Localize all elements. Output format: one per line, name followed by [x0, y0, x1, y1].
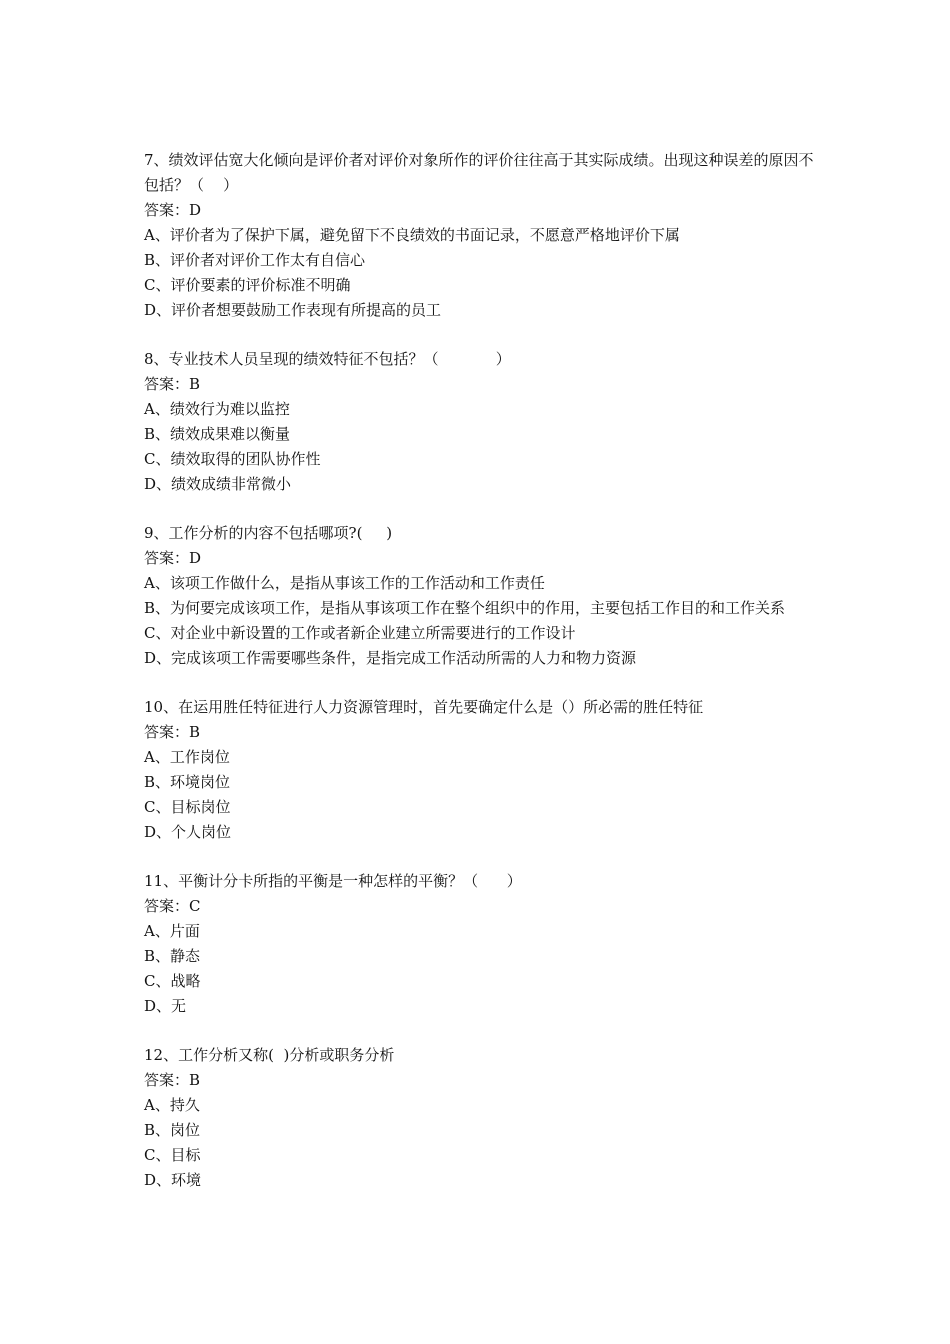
option-b: B、评价者对评价工作太有自信心 — [144, 251, 366, 269]
answer-line: 答案：D — [144, 549, 202, 567]
answer-line: 答案：B — [144, 375, 201, 393]
option-c: C、评价要素的评价标准不明确 — [144, 276, 351, 294]
option-c: C、战略 — [144, 972, 201, 990]
option-d: D、评价者想要鼓励工作表现有所提高的员工 — [144, 301, 442, 319]
option-c: C、目标岗位 — [144, 798, 231, 816]
question-stem: 9、工作分析的内容不包括哪项?( ) — [144, 524, 393, 542]
option-d: D、环境 — [144, 1171, 202, 1189]
question-7 — [144, 148, 816, 323]
question-9 — [144, 521, 816, 671]
option-c: C、对企业中新设置的工作或者新企业建立所需要进行的工作设计 — [144, 624, 576, 642]
question-8 — [144, 347, 816, 497]
question-stem: 8、专业技术人员呈现的绩效特征不包括？（ ） — [144, 350, 511, 368]
option-d: D、绩效成绩非常微小 — [144, 475, 292, 493]
answer-line: 答案：C — [144, 897, 201, 915]
option-d: D、无 — [144, 997, 187, 1015]
answer-line: 答案：D — [144, 201, 202, 219]
question-11 — [144, 869, 816, 1019]
question-stem: 7、绩效评估宽大化倾向是评价者对评价对象所作的评价往往高于其实际成绩。出现这种误差的原因不包括？（ ） — [144, 151, 814, 194]
option-d: D、个人岗位 — [144, 823, 232, 841]
question-stem: 10、在运用胜任特征进行人力资源管理时，首先要确定什么是（）所必需的胜任特征 — [144, 698, 704, 716]
option-b: B、绩效成果难以衡量 — [144, 425, 291, 443]
question-list — [144, 148, 816, 1217]
option-a: A、持久 — [144, 1096, 200, 1114]
option-b: B、静态 — [144, 947, 201, 965]
answer-line: 答案：B — [144, 723, 201, 741]
option-d: D、完成该项工作需要哪些条件，是指完成工作活动所需的人力和物力资源 — [144, 649, 637, 667]
question-10 — [144, 695, 816, 845]
option-a: A、该项工作做什么，是指从事该工作的工作活动和工作责任 — [144, 574, 545, 592]
option-b: B、为何要完成该项工作，是指从事该项工作在整个组织中的作用，主要包括工作目的和工作关系 — [144, 599, 786, 617]
answer-line: 答案：B — [144, 1071, 201, 1089]
option-b: B、岗位 — [144, 1121, 201, 1139]
option-c: C、绩效取得的团队协作性 — [144, 450, 321, 468]
option-a: A、片面 — [144, 922, 200, 940]
question-stem: 11、平衡计分卡所指的平衡是一种怎样的平衡？（ ） — [144, 872, 522, 890]
option-b: B、环境岗位 — [144, 773, 231, 791]
option-c: C、目标 — [144, 1146, 201, 1164]
question-12 — [144, 1043, 816, 1193]
question-stem: 12、工作分析又称( )分析或职务分析 — [144, 1046, 395, 1064]
option-a: A、工作岗位 — [144, 748, 230, 766]
option-a: A、评价者为了保护下属，避免留下不良绩效的书面记录，不愿意严格地评价下属 — [144, 226, 680, 244]
option-a: A、绩效行为难以监控 — [144, 400, 290, 418]
